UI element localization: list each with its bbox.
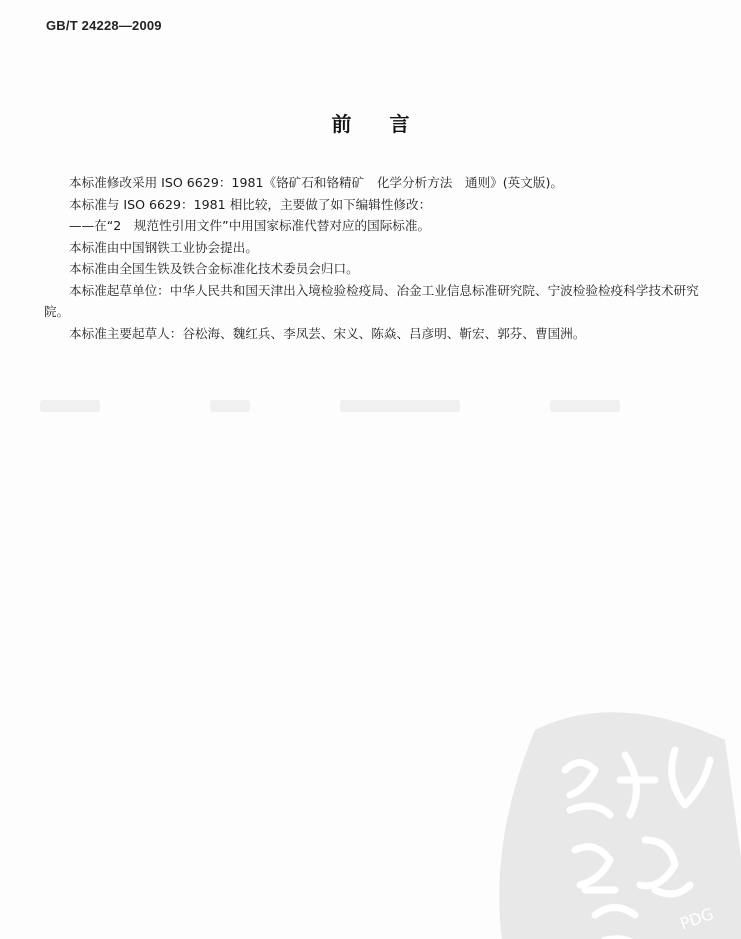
show-through-artifact [30, 396, 720, 416]
paragraph-comparison: 本标准与 ISO 6629：1981 相比较，主要做了如下编辑性修改： [69, 196, 432, 212]
paragraph-drafters: 本标准主要起草人：谷松海、魏红兵、李凤芸、宋义、陈焱、吕彦明、靳宏、郭芬、曹国洲。 [69, 325, 586, 341]
paragraph-modification-item: ——在“2 规范性引用文件”中用国家标准代替对应的国际标准。 [69, 218, 431, 233]
paragraph-proposer: 本标准由中国钢铁工业协会提出。 [69, 239, 258, 255]
seal-stamp-icon [495, 700, 741, 939]
preface-body [44, 172, 716, 344]
paragraph-adoption: 本标准修改采用 ISO 6629：1981《铬矿石和铬精矿 化学分析方法 通则》(英文版)。 [69, 175, 563, 190]
page-title: 前言 [331, 112, 448, 136]
watermark-text: PDG [677, 903, 717, 934]
standard-code: GB/T 24228—2009 [46, 18, 162, 33]
paragraph-drafting-units: 本标准起草单位：中华人民共和国天津出入境检验检疫局、冶金工业信息标准研究院、宁波检验检疫科学技术研究院。 [44, 282, 699, 319]
paragraph-technical-committee: 本标准由全国生铁及铁合金标准化技术委员会归口。 [69, 261, 359, 276]
